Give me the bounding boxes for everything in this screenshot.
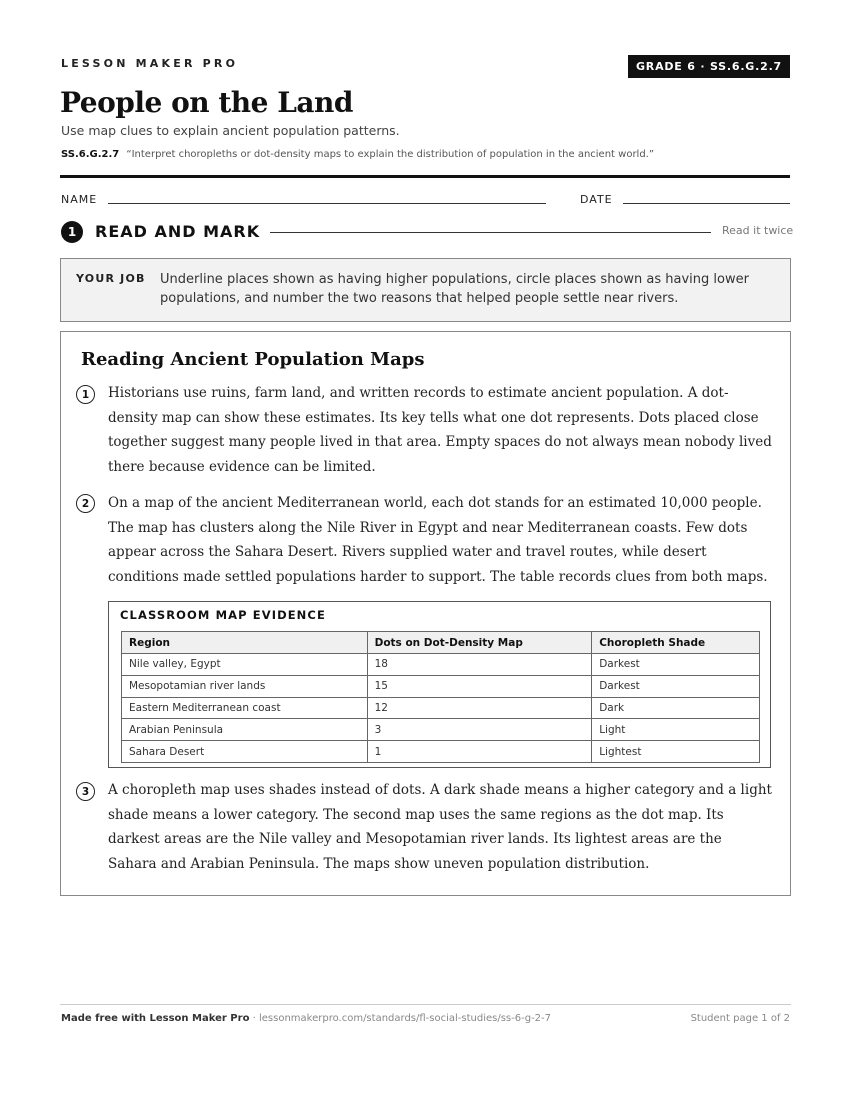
- cell-dots: 1: [367, 741, 592, 763]
- paragraph-number-1: 1: [76, 385, 95, 404]
- header-divider: [60, 175, 790, 178]
- table-row: [122, 697, 760, 719]
- cell-shade: Lightest: [592, 741, 760, 763]
- evidence-table: [121, 631, 760, 763]
- footer-divider: [60, 1004, 791, 1005]
- table-row: [122, 654, 760, 676]
- section-title: READ AND MARK: [95, 222, 261, 241]
- header-shade: Choropleth Shade: [592, 632, 760, 654]
- paragraph-number-2: 2: [76, 494, 95, 513]
- job-label: YOUR JOB: [76, 272, 146, 285]
- footer-made-with: Made free with Lesson Maker Pro: [61, 1013, 250, 1024]
- name-label: NAME: [61, 193, 98, 206]
- footer-page-number: Student page 1 of 2: [690, 1013, 790, 1024]
- table-row: [122, 741, 760, 763]
- paragraph-2: On a map of the ancient Mediterranean world, each dot stands for an estimated 10,000 people. The map has clusters along the Nile River in Egypt and near Mediterranean coasts. Few dots appear across the Sahara Desert. Rivers supplied water and travel routes, while desert conditions made settled populations harder to support. The table records clues from both maps.: [108, 495, 768, 585]
- section-number-badge: 1: [61, 221, 83, 243]
- date-write-line[interactable]: [623, 203, 790, 204]
- reading-passage-box: [60, 331, 791, 896]
- job-instructions-box: [60, 258, 791, 322]
- section-note: Read it twice: [722, 224, 794, 237]
- evidence-title: CLASSROOM MAP EVIDENCE: [120, 608, 326, 622]
- cell-dots: 18: [367, 654, 592, 676]
- cell-dots: 12: [367, 697, 592, 719]
- section-divider: [270, 232, 711, 233]
- cell-region: Mesopotamian river lands: [122, 675, 368, 697]
- footer-credit: [61, 1013, 551, 1024]
- cell-shade: Light: [592, 719, 760, 741]
- cell-region: Arabian Peninsula: [122, 719, 368, 741]
- reading-title: Reading Ancient Population Maps: [81, 349, 425, 370]
- name-write-line[interactable]: [108, 203, 546, 204]
- cell-shade: Dark: [592, 697, 760, 719]
- paragraph-1: Historians use ruins, farm land, and written records to estimate ancient population. A dot-density map can show these estimates. Its key tells what one dot represents. Dots placed close together suggest many people lived in that area. Empty spaces do not always mean nobody lived there because evidence can be limited.: [108, 385, 772, 475]
- standard-text: “Interpret choropleths or dot-density maps to explain the distribution of population in the ancient world.”: [126, 149, 655, 160]
- header-dots: Dots on Dot-Density Map: [367, 632, 592, 654]
- page-subtitle: Use map clues to explain ancient population patterns.: [61, 123, 400, 138]
- cell-dots: 3: [367, 719, 592, 741]
- table-row: [122, 675, 760, 697]
- cell-region: Eastern Mediterranean coast: [122, 697, 368, 719]
- paragraph-number-3: 3: [76, 782, 95, 801]
- header-region: Region: [122, 632, 368, 654]
- paragraph-3: A choropleth map uses shades instead of dots. A dark shade means a higher category and a light shade means a lower category. The second map uses the same regions as the dot map. Its darkest areas are the Nile valley and Mesopotamian river lands. Its lightest areas are the Sahara and Arabian Peninsula. The maps show uneven population distribution.: [108, 782, 772, 872]
- standard-code: SS.6.G.2.7: [61, 149, 120, 160]
- cell-region: Nile valley, Egypt: [122, 654, 368, 676]
- cell-region: Sahara Desert: [122, 741, 368, 763]
- standard-line: [61, 149, 654, 160]
- cell-dots: 15: [367, 675, 592, 697]
- map-evidence-panel: [108, 601, 771, 768]
- cell-shade: Darkest: [592, 675, 760, 697]
- cell-shade: Darkest: [592, 654, 760, 676]
- brand-name: LESSON MAKER PRO: [61, 57, 239, 70]
- page-title: People on the Land: [60, 86, 353, 119]
- table-row: [122, 719, 760, 741]
- date-label: DATE: [580, 193, 613, 206]
- grade-badge: GRADE 6 · SS.6.G.2.7: [628, 55, 790, 78]
- job-text: Underline places shown as having higher populations, circle places shown as having lower populations, and number the two reasons that helped people settle near rivers.: [160, 272, 749, 306]
- footer-url[interactable]: · lessonmakerpro.com/standards/fl-social-studies/ss-6-g-2-7: [249, 1013, 552, 1024]
- table-header-row: [122, 632, 760, 654]
